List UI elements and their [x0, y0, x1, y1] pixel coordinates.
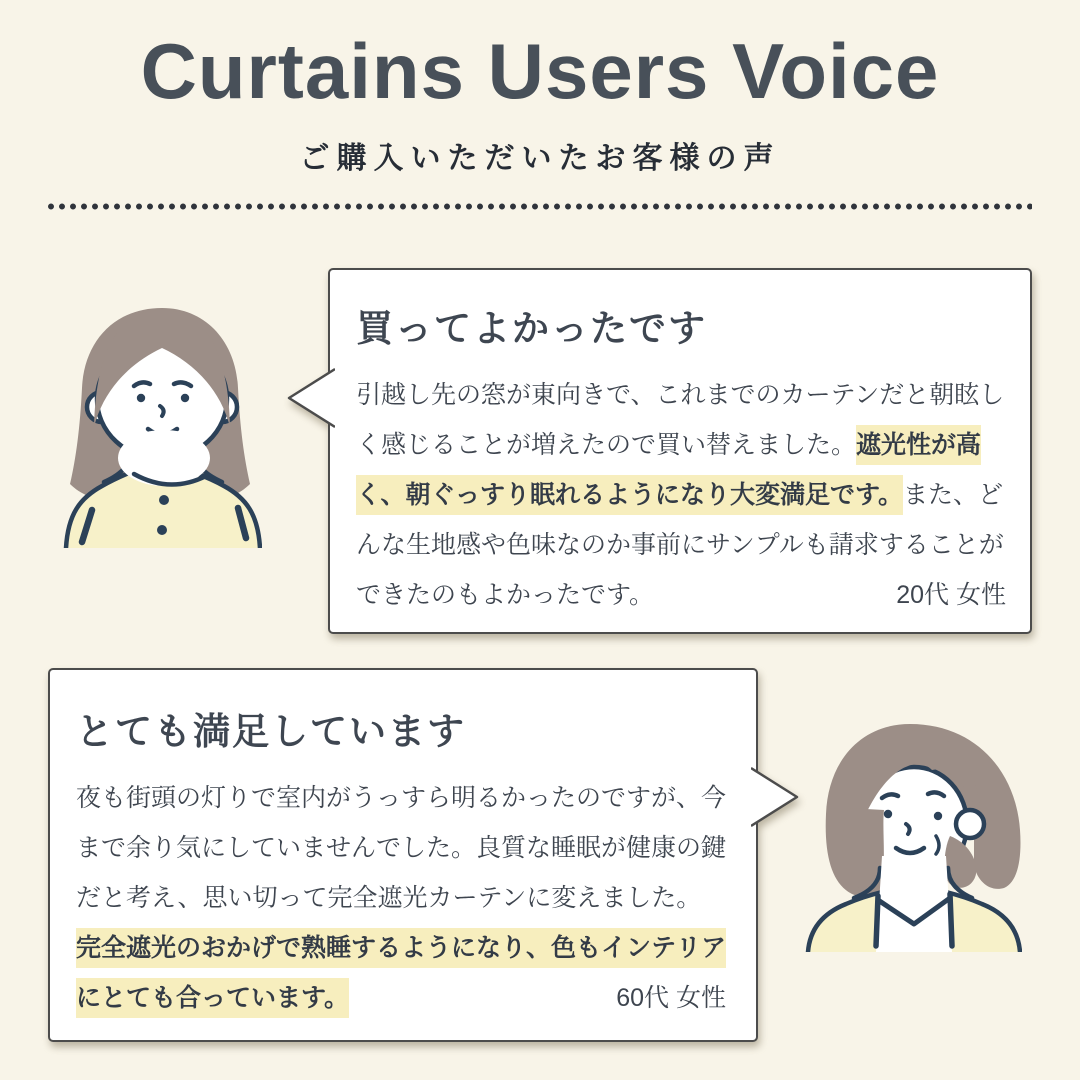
testimonial-heading: 買ってよかったです: [356, 308, 707, 349]
testimonial-card-1: [328, 268, 1032, 634]
body-text: また、どんな生地感や色味なのか事前にサンプルも請求することができたのもよかったです。: [356, 481, 1004, 609]
speech-tail-left-icon: [279, 366, 335, 430]
highlighted-text: 遮光性が高く、朝ぐっすり眠れるようになり大変満足です。: [356, 425, 981, 515]
testimonial-card-2: [48, 668, 758, 1042]
highlighted-text: 完全遮光のおかげで熟睡するようになり、色もインテリアにとても合っています。: [76, 928, 726, 1018]
testimonial-attribution: 60代 女性: [616, 984, 726, 1012]
testimonial-bubble-1: [328, 268, 1032, 634]
testimonial-bubble-2: [48, 668, 758, 1042]
older-woman-avatar-icon: [798, 716, 1022, 952]
testimonial-attribution: 20代 女性: [896, 581, 1006, 609]
page-title: Curtains Users Voice: [140, 27, 940, 115]
dotted-divider: [48, 202, 1032, 211]
testimonial-heading: とても満足しています: [76, 711, 466, 752]
page-subtitle: ご購入いただいたお客様の声: [299, 142, 781, 175]
body-text: 引越し先の窓が東向きで、これまでのカーテンだと朝眩しく感じることが増えたので買い替えました。: [356, 381, 1005, 459]
young-woman-avatar-icon: [58, 302, 262, 548]
body-text: 夜も街頭の灯りで室内がうっすら明るかったのですが、今まで余り気にしていませんでした。良質な睡眠が健康の鍵だと考え、思い切って完全遮光カーテンに変えました。: [76, 784, 727, 912]
